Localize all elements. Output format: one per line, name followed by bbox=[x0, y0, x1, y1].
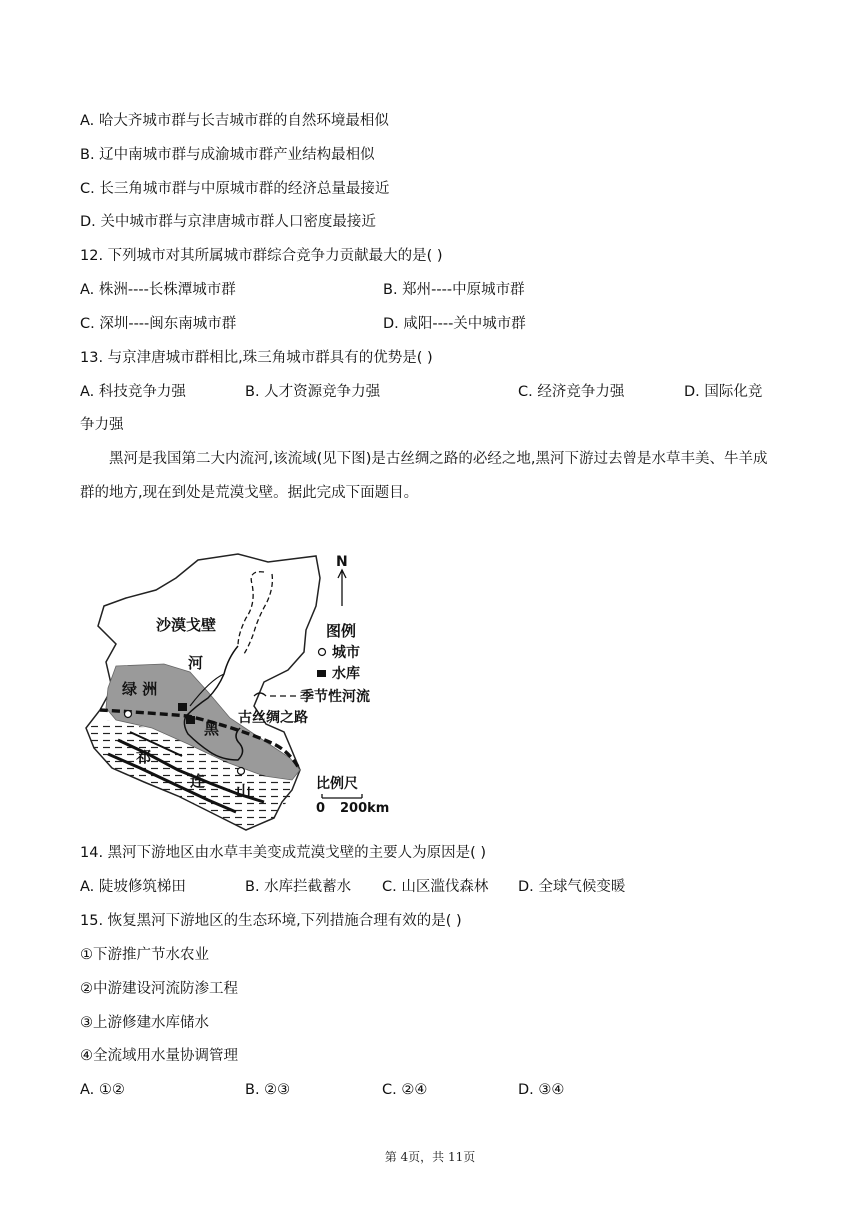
q12-option-a: A. 株洲----长株潭城市群 bbox=[80, 282, 236, 298]
heihe-basin-map bbox=[78, 548, 400, 836]
q11-option-d: D. 关中城市群与京津唐城市群人口密度最接近 bbox=[80, 214, 376, 230]
river-char-1: 河 bbox=[188, 654, 204, 672]
legend-city-icon bbox=[319, 649, 326, 656]
q13-option-d-wrap: 争力强 bbox=[80, 417, 124, 433]
q11-option-c: C. 长三角城市群与中原城市群的经济总量最接近 bbox=[80, 181, 390, 197]
oasis-label: 绿 洲 bbox=[122, 680, 158, 698]
q15-option-c: C. ②④ bbox=[382, 1082, 428, 1098]
page-footer: 第 4页，共 11页 bbox=[384, 1150, 476, 1164]
intro-paragraph: 黑河是我国第二大内流河,该流域(见下图)是古丝绸之路的必经之地,黑河下游过去曾是水草丰美、牛羊成群的地方,现在到处是荒漠戈壁。据此完成下面题目。 bbox=[80, 451, 768, 501]
q15-item-3: ③上游修建水库储水 bbox=[80, 1015, 209, 1031]
q11-option-a: A. 哈大齐城市群与长吉城市群的自然环境最相似 bbox=[80, 113, 389, 129]
q14-option-a: A. 陡坡修筑梯田 bbox=[80, 879, 186, 895]
q15-item-2: ②中游建设河流防渗工程 bbox=[80, 981, 238, 997]
river-char-2: 黑 bbox=[204, 720, 220, 738]
q13-option-b: B. 人才资源竞争力强 bbox=[245, 384, 381, 400]
desert-label: 沙漠戈壁 bbox=[156, 616, 217, 634]
reservoir-marker bbox=[186, 716, 195, 724]
scale-zero: 0 bbox=[316, 801, 326, 816]
q15-item-4: ④全流域用水量协调管理 bbox=[80, 1048, 238, 1064]
legend-reservoir-icon bbox=[317, 670, 326, 677]
mountain-char-1: 祁 bbox=[136, 748, 152, 766]
q13-option-c: C. 经济竞争力强 bbox=[518, 384, 625, 400]
q13-option-d: D. 国际化竞 bbox=[684, 384, 763, 400]
reservoir-marker bbox=[178, 703, 187, 711]
q13-option-a: A. 科技竞争力强 bbox=[80, 384, 186, 400]
scale-title: 比例尺 bbox=[316, 776, 358, 792]
q15-option-d: D. ③④ bbox=[518, 1082, 565, 1098]
q15-stem: 15. 恢复黑河下游地区的生态环境,下列措施合理有效的是( ) bbox=[80, 913, 462, 929]
q13-stem: 13. 与京津唐城市群相比,珠三角城市群具有的优势是( ) bbox=[80, 350, 433, 366]
city-marker bbox=[125, 711, 132, 718]
legend-river-label: 季节性河流 bbox=[300, 689, 370, 705]
q15-item-1: ①下游推广节水农业 bbox=[80, 947, 209, 963]
silk-road-label: 古丝绸之路 bbox=[238, 710, 308, 726]
q12-stem: 12. 下列城市对其所属城市群综合竞争力贡献最大的是( ) bbox=[80, 248, 443, 264]
scale-value: 200km bbox=[340, 801, 390, 816]
q15-option-b: B. ②③ bbox=[245, 1082, 291, 1098]
q12-option-d: D. 咸阳----关中城市群 bbox=[383, 316, 526, 332]
q14-option-d: D. 全球气候变暖 bbox=[518, 879, 626, 895]
legend-reservoir-label: 水库 bbox=[332, 666, 360, 682]
q14-option-b: B. 水库拦截蓄水 bbox=[245, 879, 352, 895]
q11-option-b: B. 辽中南城市群与成渝城市群产业结构最相似 bbox=[80, 147, 375, 163]
mountain-char-2: 连 bbox=[190, 772, 206, 790]
north-label: N bbox=[336, 554, 348, 570]
q15-option-a: A. ①② bbox=[80, 1082, 125, 1098]
city-marker bbox=[238, 768, 245, 775]
q12-option-b: B. 郑州----中原城市群 bbox=[383, 282, 525, 298]
legend-city-label: 城市 bbox=[332, 645, 360, 661]
q14-stem: 14. 黑河下游地区由水草丰美变成荒漠戈壁的主要人为原因是( ) bbox=[80, 845, 487, 861]
q14-option-c: C. 山区滥伐森林 bbox=[382, 879, 489, 895]
mountain-char-3: 山 bbox=[236, 782, 252, 800]
legend-river-icon bbox=[254, 693, 296, 696]
legend-title: 图例 bbox=[326, 622, 357, 640]
q12-option-c: C. 深圳----闽东南城市群 bbox=[80, 316, 237, 332]
